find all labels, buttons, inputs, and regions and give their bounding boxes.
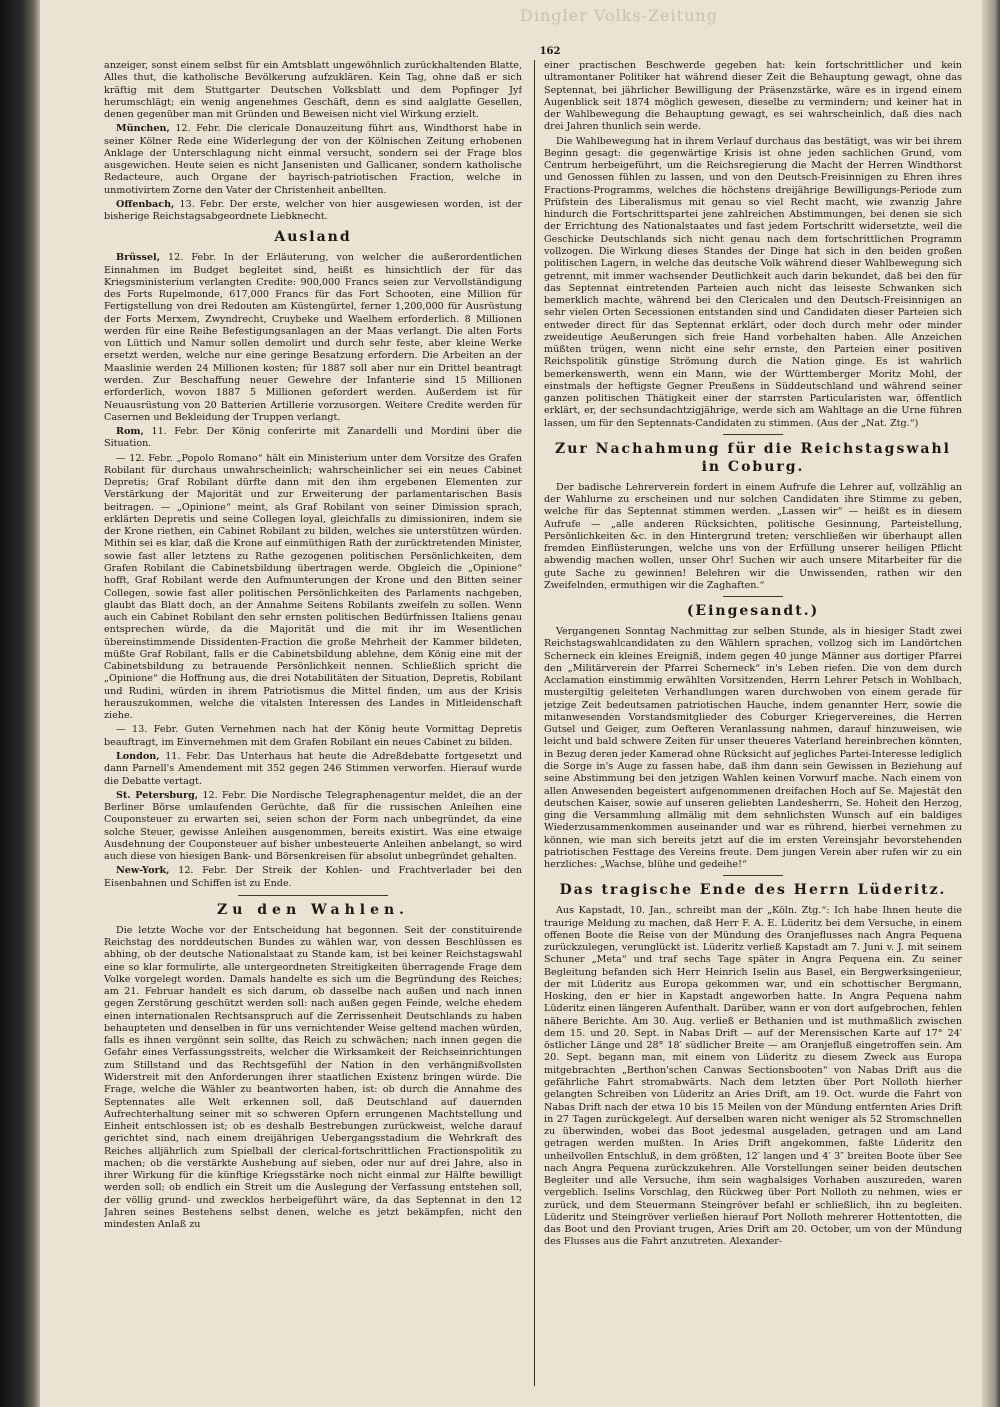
article-paragraph: [104, 790, 522, 864]
dateline: London,: [116, 750, 160, 762]
article-paragraph: [544, 60, 962, 134]
column-divider: [534, 60, 535, 1386]
section-heading: Das tragische Ende des Herrn Lüderitz.: [559, 882, 947, 899]
paragraph-text: Aus Kapstadt, 10. Jan., schreibt man der „Köln. Ztg.“: Ich habe Ihnen heute die traurige Meldung zu machen, daß Herr F. A. E. Lüderitz bei dem Versuche, in einem offenen Boote die Reise von der Mündung des Oranjeflusses nach Angra Pequena zurückzulegen, verunglückt ist. Lüderitz verließ Kapstadt am 7. Juni v. J. mit seinem Schuner „Meta“ und traf sechs Tage später in Angra Pequena ein. Zu seiner Begleitung befanden sich Herr Heinrich Iselin aus Basel, ein Bergwerksingenieur, der mit Lüderitz aus Europa gekommen war, und ein schottischer Bergmann, Hosking, den er hier in Kapstadt angeworben hatte. In Angra Pequena nahm Lüderitz einen längeren Aufenthalt. Darüber, wann er von dort aufgebrochen, fehlen nähere Berichte. Am 30. Aug. verließ er Bethanien und ist muthmaßlich zwischen dem 15. und 20. Sept. in Nabas Drift — auf der Merensischen Karte auf 17° 24′ östlicher Länge und 28° 18′ südlicher Breite — am Oranjefluß eingetroffen sein. Am 20. Sept. begann man, mit einem von Lüderitz zu diesem Zweck aus Europa mitgebrachten „Berthon'schen Canwas Sectionsbooten“ von Nabas Drift aus die gefährliche Fahrt stromabwärts. Nach dem letzten über Port Nolloth hierher gelangten Schreiben von Lüderitz an Aries Drift, am 19. Oct. wurde die Fahrt von Nabas Drift nach der etwa 10 bis 15 Meilen von der Mündung entfernten Aries Drift in 27 Tagen zurückgelegt. Auf derselben waren nicht weniger als 52 Stromschnellen zu überwinden, wobei das Boot jedesmal ausgeladen, getragen und am Land getragen werden mußten. In Aries Drift angekommen, faßte Lüderitz den unheilvollen Entschluß, in dem größten, 12′ langen und 4′ 3″ breiten Boote über See nach Angra Pequena zurückzukehren. Alle Vorstellungen seiner beiden deutschen Begleiter und alle Versuche, ihm sein waghalsiges Vorhaben auszureden, waren vergeblich. Iselins Vorschlag, den Rückweg über Port Nolloth zu nehmen, wies er zurück, und dem Steuermann Steingröver befahl er schließlich, ihn zu begleiten. Lüderitz und Steingröver verließen hierauf Port Nolloth mehrerer Hottentotten, die das Boot und den Proviant trugen, Aries Drift am 20. October, um von der Mündung des Flusses aus die Fahrt anzutreten. Alexander-: [544, 905, 962, 1248]
article-paragraph: [104, 252, 522, 424]
paragraph-text: Die Wahlbewegung hat in ihrem Verlauf durchaus das bestätigt, was wir bei ihrem Beginn gesagt: die gegenwärtige Krisis ist ohne jeden sachlichen Grund, vom Centrum herbeigeführt, um die Reichsregierung die Macht der Herren Windthorst und Genossen fühlen zu lassen, und von den Deutsch-Freisinnigen zu Ehren ihres Fractions-Programms, welches die höchstens dreijährige Bewilligungs-Periode zum Prüfstein des Liberalismus mit genau so viel Recht macht, wie zwanzig Jahre hindurch die Fortschrittspartei jene zahlreichen Abstimmungen, bei denen sie sich der Errichtung des Nationalstaates und fast jedem Fortschritt widersetzte, weil die Geschicke Deutschlands sich nicht genau nach dem fortschrittlichen Programm vollzogen. Die Wirkung dieses Standes der Dinge hat sich in den beiden großen politischen Lagern, in welche das deutsche Volk während dieser Wahlbewegung sich getrennt, mit immer wachsender Deutlichkeit auch darin bekundet, daß bei den für das Septennat eintretenden Parteien auch nicht das leiseste Schwanken sich bemerklich machte, während bei den Clericalen und den Deutsch-Freisinnigen an sehr vielen Orten Secessionen entstanden sind und Candidaten dieser Parteien sich entweder direct für das Septennat erklärt, oder doch durch mehr oder minder zweideutige Aeußerungen sich freie Hand vorbehalten haben. Alle Anzeichen müßten trügen, wenn nicht eine sehr ernste, den Parteien einer positiven Reichspolitik günstige Strömung durch die Nation ginge. Es ist wahrlich bemerkenswerth, wenn ein Mann, wie der Württemberger Moritz Mohl, der einstmals der heftigste Gegner Preußens in Süddeutschland und während seiner ganzen politischen Thätigkeit einer der starrsten Particularisten war, öffentlich erklärt, er, der sechsundachtzigjährige, werde sich am Wahltage an die Urne führen lassen, um für den Septennats-Candidaten zu stimmen. (Aus der „Nat. Ztg.“): [544, 135, 962, 429]
dateline: München,: [116, 123, 170, 135]
paragraph-text: Die letzte Woche vor der Entscheidung hat begonnen. Seit der constituirende Reichstag des norddeutschen Bundes zu wählen war, von dessen Beschlüssen es abhing, ob der deutsche Nationalstaat zu Stande kam, ist bei keiner Reichstagswahl eine so klar formulirte, alle untergeordneten Streitigkeiten überragende Frage dem Volke vorgelegt worden. Damals handelte es sich um die Begründung des Reiches; am 21. Februar handelt es sich darum, ob dasselbe nach außen und nach innen gegen Zerstörung geschützt werden soll: nach außen gegen Feinde, welche ehedem einen internationalen Rechtsanspruch auf die Zerrissenheit Deutschlands zu haben behaupteten und denselben in für uns vernichtender Weise geltend machen würden, falls es ihnen vergönnt sein sollte, das Reich zu schwächen; nach innen gegen die Gefahr eines Verfassungsstreits, welcher die Wirksamkeit der Reichseinrichtungen zum Stillstand und das Rechtsgefühl der Nation in den verhängnißvollsten Widerstreit mit den Anforderungen ihrer staatlichen Existenz bringen würde. Die Frage, welche die Wähler zu beantworten haben, ist: ob durch die Annahme des Septennates alle Welt erkennen soll, daß Deutschland auf dauernden Aufrechterhaltung seiner mit so schweren Opfern errungenen Machtstellung und Einheit entschlossen ist; ob es deshalb Bestrebungen zurückweist, welche darauf gerichtet sind, nach einem dreijährigen Uebergangsstadium die Wehrkraft des Reiches alljährlich zum Spielball der clerical-fortschrittlichen Fractionspolitik zu machen; ob die verstärkte Aushebung auf sieben, oder nur auf drei Jahre, also in ihrer Wirkung für die künftige Kriegsstärke noch nicht einmal zur Hälfte bewilligt werden soll; ob endlich ein Streit um die Auslegung der Verfassung entstehen soll, der völlig grund- und zwecklos herbeigeführt wäre, da das Septennat in den 12 Jahren seines Bestehens selbst denen, welche es jetzt bekämpfen, nicht den mindesten Anlaß zu: [104, 924, 522, 1231]
paragraph-text: 11. Febr. Das Unterhaus hat heute die Adreßdebatte fortgesetzt und dann Parnell's Amendement mit 352 gegen 246 Stimmen verworfen. Hierauf wurde die Debatte vertagt.: [104, 750, 522, 787]
paragraph-text: Vergangenen Sonntag Nachmittag zur selben Stunde, als in hiesiger Stadt zwei Reichstagswahlcandidaten zu den Wählern sprachen, vollzog sich im Landörtchen Scherneck ein kleines Ereigniß, indem gegen 40 junge Männer aus dortiger Pfarrei den „Militärverein der Pfarrei Scherneck“ in's Leben riefen. Die von dem durch Acclamation einstimmig erwählten Vorsitzenden, Herrn Lehrer Petsch in Wohlbach, mustergiltig geleiteten Verhandlungen waren durchwoben von einem gerade für jetzige Zeit bedeutsamen patriotischen Hauche, indem genannter Herr, sowie die mitanwesenden Vorstandsmitglieder des Coburger Kriegervereines, die Herren Gutsel und Geiger, zum Oefteren Veranlassung nahmen, darauf hinzuweisen, wie leicht und bald schwere Zeiten für unser theueres Vaterland hereinbrechen könnten, in Bezug deren jeder Kamerad ohne Rücksicht auf jegliches Partei-Interesse lediglich die Sorge in's Auge zu fassen habe, daß ihm dann sein Gewissen in Beziehung auf seine Abstimmung bei den jetzigen Wahlen keinen Vorwurf mache. Nach einem von allen Anwesenden begeistert aufgenommenen dreifachen Hoch auf Se. Majestät den deutschen Kaiser, sowie auf unseren geliebten Landesherrn, Se. Hoheit den Herzog, ging die Versammlung allmälig mit dem sehnlichsten Wunsch auf ein baldiges Wiederzusammenkommen auseinander und war es rührend, hierbei vernehmen zu können, wie man sich bereits jetzt auf die im ersten Vereinsjahr bevorstehenden patriotischen Festtage des Vereins freute. Dem jungen Verein aber rufen wir zu ein herzliches: „Wachse, blühe und gedeihe!“: [544, 626, 962, 871]
paragraph-text: 12. Febr. Die Nordische Telegraphenagentur meldet, die an der Berliner Börse umlaufenden Gerüchte, daß für die russischen Anleihen eine Couponsteuer zu erwarten sei, seien schon der Form nach unbegründet, da eine solche Steuer, gewisse Anleihen ausgenommen, bereits existirt. Was eine etwaige Ausdehnung der Couponsteuer auf bisher unbesteuerte Anleihen anbelangt, so wird auch diese von hiesigen Bank- und Börsenkreisen für absolut unbegründet gehalten.: [104, 789, 522, 863]
book-binding-shadow: [0, 0, 40, 1407]
section-heading: Zur Nachahmung für die Reichstagswahl in Coburg.: [555, 440, 951, 475]
article-paragraph: [544, 136, 962, 430]
article-paragraph: [104, 123, 522, 197]
page-edge-shadow: [982, 0, 1000, 1407]
article-paragraph: [104, 60, 522, 121]
section-heading: Zu den Wahlen.: [216, 901, 410, 918]
paragraph-text: Der badische Lehrerverein fordert in einem Aufrufe die Lehrer auf, vollzählig an der Wahlurne zu erscheinen und nur solchen Candidaten ihre Stimme zu geben, welche für das Septennat stimmen werden. „Lassen wir“ — heißt es in diesem Aufrufe — „alle anderen Rücksichten, politische Gesinnung, Parteistellung, Persönlichkeiten &c. in den Hintergrund treten; verschließen wir überhaupt allen fremden Einflüsterungen, welche uns von der Erfüllung unserer heiligen Pflicht abwendig machen wollen, unser Ohr! Suchen wir auch unsere Mitarbeiter für die gute Sache zu gewinnen! Belehren wir die Unwissenden, rathen wir den Zweifelnden, ermuthigen wir die Zaghaften.“: [544, 481, 962, 591]
article-paragraph: [544, 482, 962, 592]
article-paragraph: [104, 426, 522, 451]
article-paragraph: [544, 905, 962, 1248]
section-rule: [723, 434, 783, 435]
dateline: New-York,: [116, 865, 170, 877]
article-paragraph: [104, 199, 522, 224]
dateline: St. Petersburg,: [116, 789, 199, 801]
page-number: 162: [539, 46, 561, 57]
paragraph-text: 12. Febr. Der Streik der Kohlen- und Frachtverlader bei den Eisenbahnen und Schiffen ist zu Ende.: [104, 865, 522, 889]
left-column: [104, 60, 522, 1386]
article-paragraph: [104, 724, 522, 749]
paragraph-text: — 12. Febr. „Popolo Romano“ hält ein Ministerium unter dem Vorsitze des Grafen Robilant für durchaus unwahrscheinlich; wahrscheinlicher sei ein neues Cabinet Depretis; Graf Robilant dürfte dann mit den ihm ergebenen Elementen zur Verstärkung der Majorität und zur Erweiterung der parlamentarischen Basis beitragen. — „Opinione“ meint, als Graf Robilant von seiner Dimission sprach, erklärten Depretis und seine Collegen loyal, gleichfalls zu dimissioniren, indem sie der Krone riethen, ein Cabinet Robilant zu bilden, welches sie unterstützen würden. Mithin sei es klar, daß die Krone auf einmüthigen Rath der zurücktretenden Minister, sowie fast aller letztens zu Rathe gezogenen politischen Persönlichkeiten, dem Grafen Robilant die Cabinetsbildung übertragen werde. Obgleich die „Opinione“ hofft, Graf Robilant werde den Aufmunterungen der Krone und den Bitten seiner Collegen, sowie fast aller politischen Persönlichkeiten des Parlaments nachgeben, glaubt das Blatt doch, an der Annahme Seitens Robilants zweifeln zu sollen. Wenn auch ein Cabinet Robilant den sehr ernsten politischen Bedürfnissen Italiens genau entsprechen würde, da die Majorität und die mit ihr im Wesentlichen übereinstimmende Dissidenten-Fraction die große Mehrheit der Kammer bildeten, müßte Graf Robilant, falls er die Cabinetsbildung ablehne, dem König eine mit der Cabinetsbildung zu betrauende Persönlichkeit nennen. Schließlich spricht die „Opinione“ die Hoffnung aus, die drei Notabilitäten der Situation, Depretis, Robilant und Rudini, würden in ihrem Patriotismus die Mittel finden, um aus der Krisis herauszukommen, welche die vitalsten Interessen des Landes in Mitleidenschaft ziehe.: [104, 452, 522, 722]
dateline: Rom,: [116, 426, 144, 438]
article-paragraph: [104, 751, 522, 788]
article-paragraph: [104, 453, 522, 723]
paragraph-text: 12. Febr. In der Erläuterung, von welcher die außerordentlichen Einnahmen im Budget begleitet sind, heißt es hinsichtlich der für das Kriegsministerium verlangten Credite: 900,000 Francs seien zur Vervollständigung des Forts Rupelmonde, 617,000 Francs für das Fort Schooten, eine Million für Fertigstellung von drei Redouten am Küstengürtel, ferner 1,200,000 für Ausrüstung der Forts Merxem, Zwyndrecht, Cruybeke und Waelhem erforderlich. 8 Millionen werden für eine Reihe Befestigungsanlagen an der Maas verlangt. Die alten Forts von Lüttich und Namur sollen demolirt und durch sehr feste, aber kleine Werke ersetzt werden, welche nur eine geringe Besatzung erfordern. Die Arbeiten an der Maaslinie werden 24 Millionen kosten; für 1887 soll aber nur ein Drittel beantragt werden. Zur Beschaffung neuer Gewehre der Infanterie sind 15 Millionen erforderlich, wovon 1887 5 Millionen gefordert werden. Außerdem ist für Neuausrüstung von 20 Batterien Artillerie vorzusorgen. Weitere Credite werden für Casernen und Bekleidung der Truppen verlangt.: [104, 252, 522, 423]
dateline: Offenbach,: [116, 198, 175, 210]
right-column: [544, 60, 962, 1386]
paragraph-text: einer practischen Beschwerde gegeben hat: kein fortschrittlicher und kein ultramontaner Politiker hat während dieser Zeit die Behauptung gewagt, ohne das Septennat, bei jährlicher Bewilligung der Präsenzstärke, wäre es in irgend einem Augenblick seit 1874 möglich gewesen, dieselbe zu vermindern; und keiner hat in der Wahlbewegung die Behauptung gewagt, es sei wahrscheinlich, daß dies nach drei Jahren thunlich sein werde.: [544, 60, 962, 133]
paragraph-text: — 13. Febr. Guten Vernehmen nach hat der König heute Vormittag Depretis beauftragt, im Einvernehmen mit dem Grafen Robilant ein neues Cabinet zu bilden.: [104, 724, 522, 748]
ghost-header: Dingler Volks-Zeitung: [520, 6, 718, 25]
paragraph-text: anzeiger, sonst einem selbst für ein Amtsblatt ungewöhnlich zurückhaltenden Blatte, Alles thut, die katholische Bevölkerung aufzuklären. Kein Tag, ohne daß er sich kräftig mit dem Stuttgarter Deutschen Volksblatt und dem Popfinger Jyf herumschlägt; ein wenig angenehmes Geschäft, denn es sind aalglatte Gesellen, denen gegenüber man mit Gründen und Beweisen nicht viel Wirkung erzielt.: [104, 60, 522, 121]
section-heading: (Eingesandt.): [686, 603, 820, 620]
article-paragraph: [104, 865, 522, 890]
paragraph-text: 13. Febr. Der erste, welcher von hier ausgewiesen worden, ist der bisherige Reichstagsabgeordnete Liebknecht.: [104, 198, 522, 223]
section-heading: Ausland: [274, 229, 352, 246]
section-rule: [723, 596, 783, 597]
article-paragraph: [544, 626, 962, 871]
dateline: Brüssel,: [116, 252, 161, 264]
newspaper-page: [104, 46, 962, 1391]
section-rule: [238, 895, 388, 896]
section-rule: [723, 875, 783, 876]
article-paragraph: [104, 925, 522, 1232]
paragraph-text: 12. Febr. Die clericale Donauzeitung führt aus, Windthorst habe in seiner Kölner Rede eine Widerlegung der von der Kölnischen Zeitung erhobenen Anklage der Unterschlagung nicht einmal versucht, sondern sei der Frage blos ausgewichen. Heute seien es nicht Jansenisten und Gallicaner, sondern katholische Redacteure, auch Organe der bayrisch-patriotischen Fraction, welche in unmotivirtem Zorne den Vater der Christenheit anbellten.: [104, 123, 522, 196]
paragraph-text: 11. Febr. Der König conferirte mit Zanardelli und Mordini über die Situation.: [104, 426, 522, 450]
